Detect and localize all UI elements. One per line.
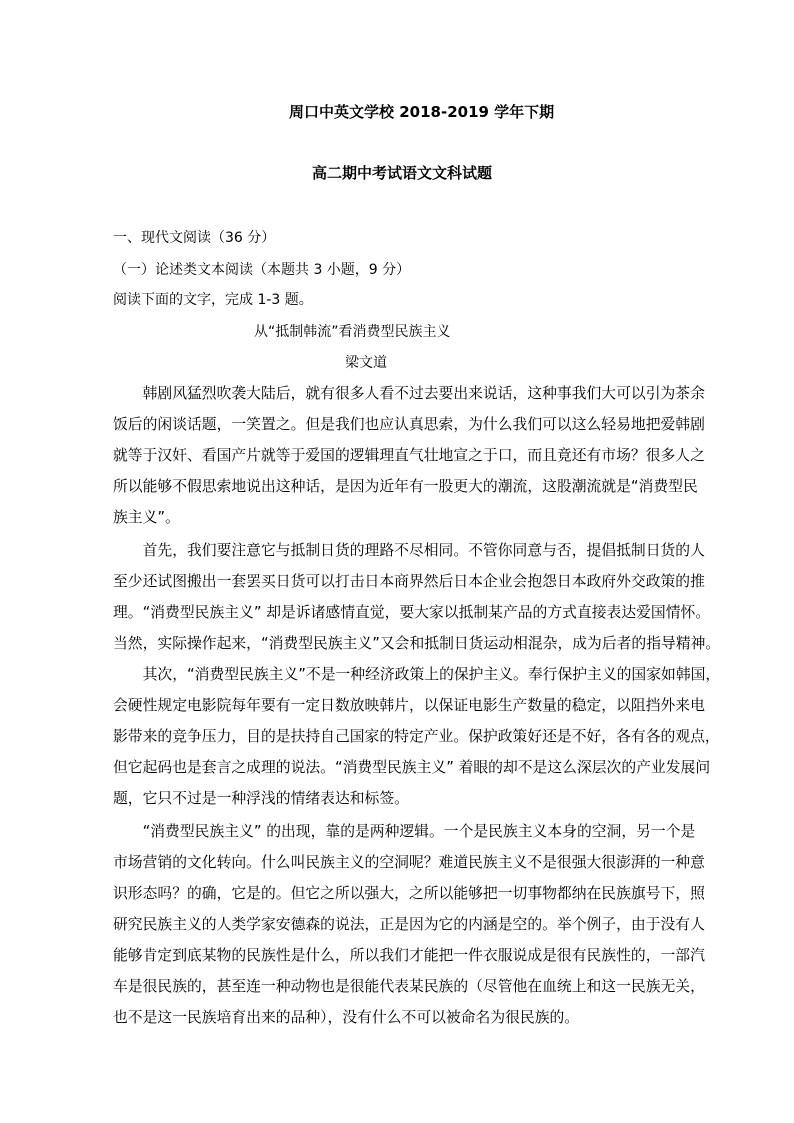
paragraph-line: 能够肯定到底某物的民族性是什么，所以我们才能把一件衣服说成是很有民族性的，一部汽 [113,947,705,964]
exam-title: 高二期中考试语文文科试题 [312,164,493,182]
school-header: 周口中英文学校 2018-2019 学年下期 [289,103,555,121]
paragraph-line: 但它起码也是套言之成理的说法。“消费型民族主义” 着眼的却不是这么深层次的产业发展问 [113,759,711,776]
paragraph-line: “消费型民族主义” 的出现，靠的是两种逻辑。一个是民族主义本身的空洞，另一个是 [113,823,696,840]
paragraph-line: 至少还试图搬出一套罢买日货可以打击日本商界然后日本企业会抱怨日本政府外交政策的推 [113,573,705,590]
paragraph-line: 其次，“消费型民族主义”不是一种经济政策上的保护主义。奉行保护主义的国家如韩国， [113,666,721,683]
paragraph-line: 就等于汉奸、看国产片就等于爱国的逻辑理直气壮地宣之于口，而且竟还有市场？很多人之 [113,447,705,464]
paragraph-line: 研究民族主义的人类学家安德森的说法，正是因为它的内涵是空的。举个例子，由于没有人 [113,916,705,933]
paragraph-line: 影带来的竞争压力，目的是扶持自己国家的特定产业。保护政策好还是不好，各有各的观点， [113,728,720,745]
paragraph-line: 会硬性规定电影院每年要有一定日数放映韩片，以保证电影生产数量的稳定，以阻挡外来电 [113,697,705,714]
paragraph-line: 所以能够不假思索地说出这种话，是因为近年有一股更大的潮流，这股潮流就是“消费型民 [113,478,698,495]
section-heading: 一、现代文阅读（36 分） [113,230,276,246]
paragraph-line: 市场营销的文化转向。什么叫民族主义的空洞呢？难道民族主义不是很强大很澎湃的一种意 [113,854,705,871]
paragraph-line: 当然，实际操作起来，“消费型民族主义”又会和抵制日货运动相混杂，成为后者的指导精神。 [113,635,721,652]
article-author: 梁文道 [345,355,387,371]
paragraph-line: 题，它只不过是一种浮浅的情绪表达和标签。 [113,790,409,807]
paragraph-line: 识形态吗？的确，它是的。但它之所以强大，之所以能够把一切事物都纳在民族旗号下，照 [113,885,705,902]
paragraph-line: 车是很民族的，甚至连一种动物也是很能代表某民族的（尽管他在血统上和这一民族无关， [113,978,705,995]
paragraph-line: 首先，我们要注意它与抵制日货的理路不尽相同。不管你同意与否，提倡抵制日货的人 [113,542,705,559]
reading-instruction: 阅读下面的文字，完成 1-3 题。 [113,292,313,308]
paragraph-line: 也不是这一民族培育出来的品种），没有什么不可以被命名为很民族的。 [113,1009,580,1026]
paragraph-line: 族主义”。 [113,509,180,526]
paragraph-line: 饭后的闲谈话题，一笑置之。但是我们也应认真思索，为什么我们可以这么轻易地把爱韩剧 [113,416,705,433]
paragraph-line: 理。“消费型民族主义” 却是诉诸感情直觉，要大家以抵制某产品的方式直接表达爱国情怀。 [113,604,711,621]
article-title: 从“抵制韩流”看消费型民族主义 [254,324,451,340]
subsection-heading: （一）论述类文本阅读（本题共 3 小题，9 分） [113,262,411,278]
paragraph-line: 韩剧风猛烈吹袭大陆后，就有很多人看不过去要出来说话，这种事我们大可以引为茶余 [113,385,705,402]
